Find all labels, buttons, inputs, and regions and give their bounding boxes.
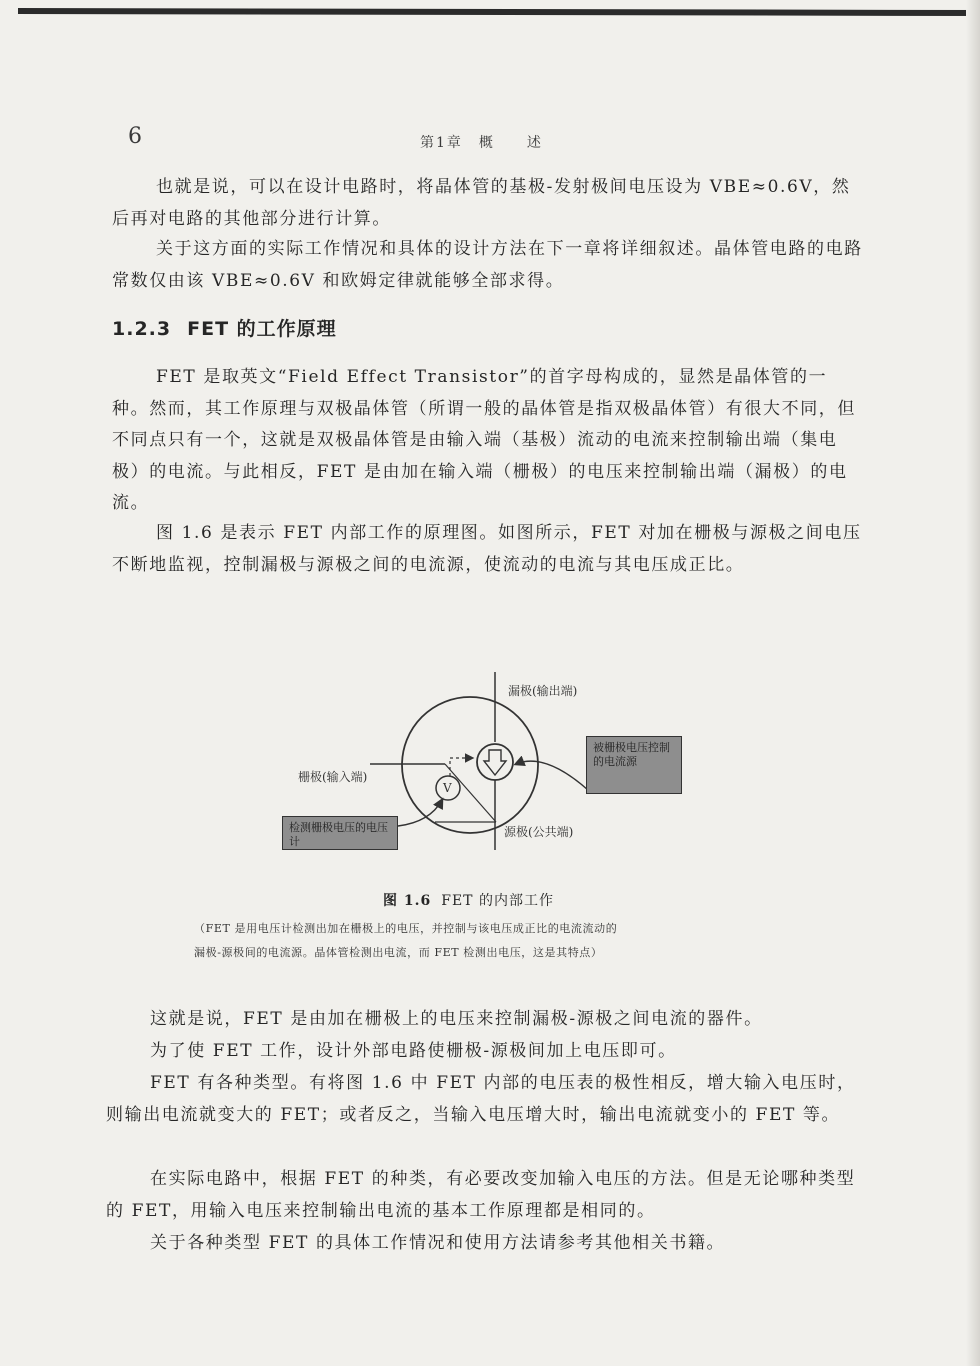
gate-label: 栅极(输入端): [298, 770, 368, 784]
fet-diagram: [270, 672, 700, 882]
running-head: 第1章 概 述: [420, 135, 543, 151]
page-top-rule: [18, 8, 980, 16]
current-source-pointer: [516, 761, 588, 790]
page-number: 6: [128, 124, 142, 149]
paragraph-6: 为了使 FET 工作，设计外部电路使栅极-源极间加上电压即可。: [150, 1041, 677, 1061]
section-heading: [112, 314, 337, 341]
section-number: 1.2.3: [112, 318, 172, 340]
paragraph-5: 这就是说，FET 是由加在栅极上的电压来控制漏极-源极之间电流的器件。: [150, 1009, 763, 1029]
fet-body-circle: [402, 697, 538, 833]
caption-number: 图 1.6: [383, 893, 432, 909]
voltmeter-callout: 检测栅极电压的电压计: [282, 816, 398, 850]
paragraph-4: 图 1.6 是表示 FET 内部工作的原理图。如图所示，FET 对加在栅极与源极之间电压不断地监视，控制漏极与源极之间的电流源，使流动的电流与其电压成正比。: [112, 523, 862, 575]
paragraph-2: 关于这方面的实际工作情况和具体的设计方法在下一章将详细叙述。晶体管电路的电路常数仅由该 VBE≈0.6V 和欧姆定律就能够全部求得。: [112, 239, 863, 291]
paragraph-8: 在实际电路中，根据 FET 的种类，有必要改变加输入电压的方法。但是无论哪种类型的 FET，用输入电压来控制输出电流的基本工作原理都是相同的。: [106, 1169, 856, 1221]
paragraph-3: FET 是取英文“Field Effect Transistor”的首字母构成的，显然是晶体管的一种。然而，其工作原理与双极晶体管（所谓一般的晶体管是指双极晶体管）有很大不同，但不同点只有一个，这就是双极晶体管是由输入端（基极）流动的电流来控制输出端（集电极）的电流。与此相反，FET 是由加在输入端（栅极）的电压来控制输出端（漏极）的电流。: [112, 367, 856, 513]
page-edge-shadow: [966, 0, 980, 1366]
caption-title: FET 的内部工作: [441, 893, 554, 909]
caption-note-line-2: 漏极-源极间的电流源。晶体管检测出电流，而 FET 检测出电压，这是其特点）: [194, 946, 603, 959]
source-label: 源极(公共端): [504, 825, 574, 839]
voltmeter-symbol: V: [443, 781, 452, 795]
caption-note-line-1: （FET 是用电压计检测出加在栅极上的电压，并控制与该电压成正比的电流流动的: [194, 922, 618, 935]
current-source-callout: 被栅极电压控制的电流源: [586, 736, 682, 794]
paragraph-7: FET 有各种类型。有将图 1.6 中 FET 内部的电压表的极性相反，增大输入电压时，则输出电流就变大的 FET；或者反之，当输入电压增大时，输出电流就变小的 FET 等。: [106, 1073, 856, 1125]
drain-label: 漏极(输出端): [508, 684, 578, 698]
paragraph-1: 也就是说，可以在设计电路时，将晶体管的基极-发射极间电压设为 VBE≈0.6V，然后再对电路的其他部分进行计算。: [112, 177, 851, 229]
paragraph-9: 关于各种类型 FET 的具体工作情况和使用方法请参考其他相关书籍。: [150, 1233, 726, 1253]
figure-caption: [383, 890, 554, 910]
section-title: FET 的工作原理: [187, 318, 337, 340]
